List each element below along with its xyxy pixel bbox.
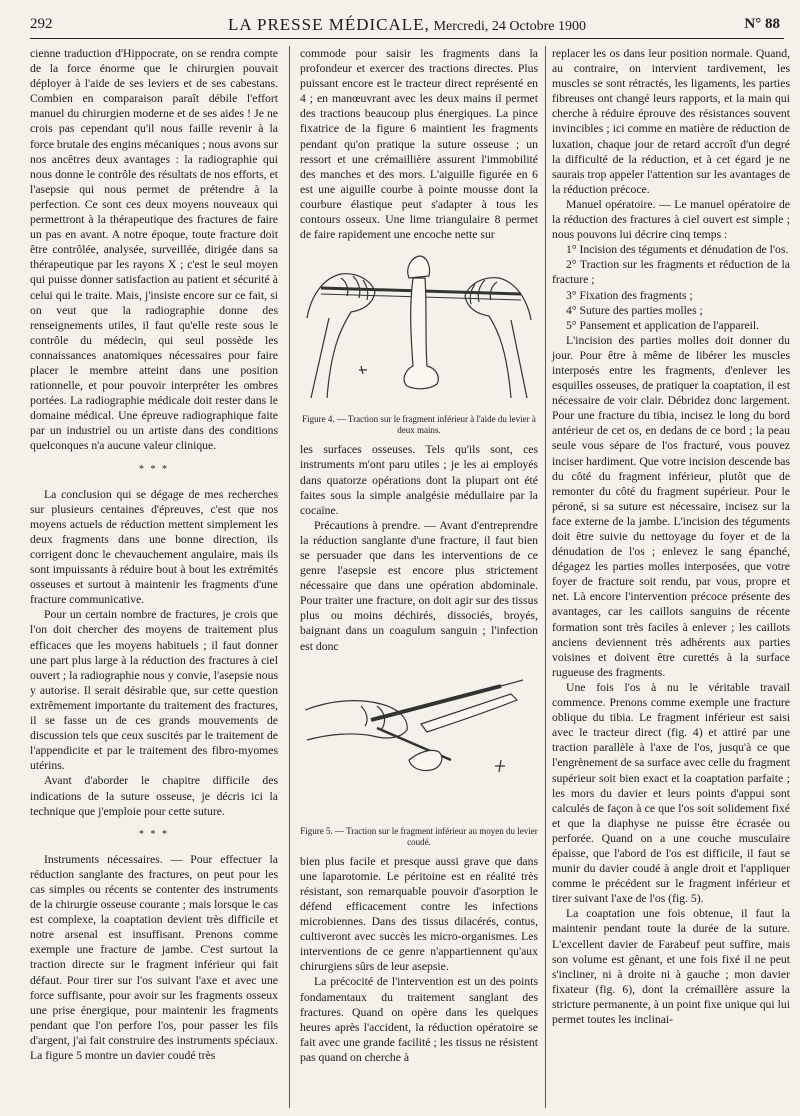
issue-date: Mercredi, 24 Octobre 1900 xyxy=(433,19,586,34)
page-number: 292 xyxy=(30,16,53,32)
list-item: 5° Pansement et application de l'appareil. xyxy=(566,318,760,332)
list-item: 2° Traction sur les fragments et réduction de la fracture ; xyxy=(552,258,790,287)
paragraph: La précocité de l'intervention est un des points fondamentaux du traitement sanglant des fractures. Quand on opère dans les quelques heures après l'accident, la réduction opératoire se fait avec une grande facilité ; les tissus ne résistent pas quand on cherche à xyxy=(300,975,538,1064)
list-item: 1° Incision des téguments et dénudation de l'os. xyxy=(566,243,789,257)
paragraph: les surfaces osseuses. Tels qu'ils sont, ces instruments m'ont paru utiles ; je les ai employés dans quatorze opérations dont la plupart ont été faites sous la simple analgésie médullaire par la cocaïne. xyxy=(300,443,538,517)
paragraph: Une fois l'os à nu le véritable travail commence. Prenons comme exemple une fracture oblique du tibia. Le fragment inférieur est saisi avec le tracteur direct (fig. 4) et attiré par une traction parallèle à l'axe de l'os, jusqu'à ce que l'engrènement de sa surface avec celle du fragment supérieur soit bien exact et la coaptation parfaite ; les mors du davier et leurs points d'appui sont calculés de façon à ce que l'os soit solidement fixé et que la diaphyse ne puisse être écrasée ou perforée. Quand on a une couche musculaire épaisse, que l'abord de l'os est difficile, il faut se munir du davier coudé à angle droit et l'appliquer comme le précédent sur le fragment inférieur et tirer suivant l'axe de l'os (fig. 5). xyxy=(552,680,791,906)
paragraph: Manuel opératoire. — Le manuel opératoire de la réduction des fractures à ciel ouvert est simple ; nous pouvons lui décrire cinq temps : xyxy=(552,197,790,242)
column-rule xyxy=(545,46,546,1108)
column-3 xyxy=(552,46,790,1027)
paragraph: Avant d'aborder le chapitre difficile des indications de la suture osseuse, je décris ici la technique que j'emploie pour cette suture. xyxy=(30,774,278,818)
paragraph: Pour un certain nombre de fractures, je crois que l'on doit chercher des moyens de traitement plus efficaces que les moyens habituels ; il faut donner une part plus large à la réduction des fractures à ciel ouvert ; la radiographie nous y convie, l'asepsie nous y autorise. Il serait désirable que, sur cette question extrêmement importante du traitement des fractures, il se fasse un de ces grands mouvements de discussion tels que ceux suscités par le traitement de l'appendicite et par le traitement des fibro-myomes utérins. xyxy=(30,608,278,773)
paragraph: L'incision des parties molles doit donner du jour. Pour être à même de libérer les muscles interposés entre les fragments, d'enlever les esquilles osseuses, de pratiquer la coaptation, il est nécessaire de voir clair. Débridez donc largement. Pour une fracture du tibia, incisez le long du bord antérieur de cet os, en dedans de ce bord ; la peau seule vous sépare de l'os fracturé, vous pouvez inciser hardiment. Que votre incision descende bas du côté du fragment inférieur, plutôt que de remonter du côté du fragment supérieur. Pour le péroné, si sa suture est nécessaire, incisez sur la face externe de la jambe. L'incision des téguments doit être suivie du nettoyage du foyer et de la dénudation de l'os ; enlevez le sang épanché, dégagez les parties molles interposées, que votre foyer de fracture soit rendu, par vous, propre et net. Là encore l'intervention précoce présente des avantages, car les caillots sanguins de récente formation sont très faciles à enlever ; les caillots anciens deviennent très adhérents aux parties voisines et doivent être curettés à la surface rugueuse des fragments. xyxy=(552,333,790,679)
list-item: 3° Fixation des fragments ; xyxy=(566,288,693,302)
paragraph: cienne traduction d'Hippocrate, on se rendra compte de la force énorme que le chirurgien pouvait déployer à l'aide de ses leviers et de ses cabestans. Combien en comparaison paraît débile l'effort manuel du chirurgien moderne et de ses aides ! Je ne crois pas cependant qu'il nous faille revenir à la force brutale des engins mécaniques ; nous avons sur nos ancêtres deux avantages : la radiographie qui nous donne le contrôle des résultats de nos efforts, et l'asepsie qui nous permet de prétendre à la perfection. Ce sont ces deux moyens nouveaux qui permettront à la thérapeutique des fractures de faire un pas en avant. A notre époque, toute fracture doit être contrôlée, analysée, surveillée, dirigée dans sa thérapeutique par les rayons X ; c'est le seul moyen qui puisse donner satisfaction au patient et sécurité à celui qui le traite. Mais, j'insiste encore sur ce fait, si on veut que la radiographie donne des renseignements utiles, il faut qu'elle reste sous le contrôle du médecin, qui seul possède les connaissances anatomiques nécessaires pour faire placer le membre atteint dans une position rationnelle, et pour pouvoir interpréter les ombres portées. La radiographie médicale doit rester dans le domaine médical. Une épreuve radiographique faite par un industriel ou un artiste dans des conditions quelconques n'a aucune valeur clinique. xyxy=(30,47,278,453)
paragraph: replacer les os dans leur position normale. Quand, au contraire, on intervient tardivement, les muscles se sont rétractés, les ligaments, les parties fibreuses ont changé leurs rapports, et la main qui cherche à réduire éprouve des résistances souvent invincibles ; ici comme en matière de réduction de luxation, chaque jour de retard accroît d'un degré la difficulté de la réduction, et à cet égard je ne saurais trop appeler l'attention sur les avantages de la réduction précoce. xyxy=(552,47,790,196)
section-separator: * * * xyxy=(139,463,169,475)
figure-4 xyxy=(300,248,538,436)
procedure-steps xyxy=(552,242,790,333)
paragraph: La coaptation une fois obtenue, il faut la maintenir pendant toute la durée de la suture. L'excellent davier de Farabeuf peut suffire, mais son volume est gênant, et une fois fixé il ne peut s'incliner, ni à droite ni à gauche ; mon davier fixateur (fig. 6), dont la crémaillère assure la stricture permanente, à un point fixe unique qui lui permet toutes les inclinai- xyxy=(552,907,790,1026)
section-separator: * * * xyxy=(139,828,169,840)
issue-number: N° 88 xyxy=(744,16,780,32)
journal-title: LA PRESSE MÉDICALE, xyxy=(228,15,430,34)
column-1 xyxy=(30,46,278,1063)
paragraph: La conclusion qui se dégage de mes recherches sur plusieurs centaines d'épreuves, c'est que nos moyens actuels de réduction mettent simplement les deux fragments dans une bonne direction, ils corrigent donc le chevauchement angulaire, mais ils sont impuissants à réduire bout à bout les extrémités osseuses et surtout à maintenir les fragments d'une fracture communicative. xyxy=(30,487,278,607)
list-item: 4° Suture des parties molles ; xyxy=(566,303,703,317)
column-2 xyxy=(300,46,538,1065)
figure-5-caption: Figure 5. — Traction sur le fragment inférieur au moyen du levier coudé. xyxy=(300,825,538,847)
figure-4-caption: Figure 4. — Traction sur le fragment inférieur à l'aide du levier à deux mains. xyxy=(302,414,536,436)
paragraph: Instruments nécessaires. — Pour effectuer la réduction sanglante des fractures, on peut pour les cas simples ou récents se contenter des instruments de la chirurgie osseuse courante ; mais lorsque le cas est complexe, la coaptation devient très difficile et notre arsenal est insuffisant. Prenons comme exemple une fracture de jambe. C'est surtout la traction directe sur le fragment inférieur qui fait défaut. Pour tirer sur l'os suivant l'axe et avec une force suffisante, pour avoir sur les fragments osseux une prise énergique, pour maintenir les fragments pendant que l'on perfore l'os, pour passer les fils d'argent, j'ai fait construire des instruments spéciaux. La figure 5 montre un davier coudé très xyxy=(30,852,278,1062)
paragraph: Précautions à prendre. — Avant d'entreprendre la réduction sanglante d'une fracture, il faut bien se persuader que dans les interventions de ce genre l'asepsie est encore plus strictement nécessaire que dans une opération abdominale. Pour traiter une fracture, on doit agir sur des tissus plus ou moins déchirés, dissociés, broyés, baignant dans un coagulum sanguin ; l'infection est donc xyxy=(300,518,538,653)
masthead xyxy=(30,15,784,35)
paragraph: commode pour saisir les fragments dans la profondeur et exercer des tractions directes. Plus puissant encore est le tracteur direct représenté en 4 ; en manœuvrant avec les deux mains il permet des tractions beaucoup plus énergiques. La pince fixatrice de la figure 6 maintient les fragments pendant qu'on pratique la suture osseuse ; un ressort et une crémaillière assurent l'immobilité des manches et des mors. L'aiguille figurée en 6 est une aiguille courbe à pointe mousse dont la courbure élastique peut s'adapter à tous les contours osseux. Une lime triangulaire 8 permet de faire rapidement une encoche nette sur xyxy=(300,47,538,242)
figure-4-illustration xyxy=(301,248,537,408)
column-rule xyxy=(289,46,290,1108)
figure-5 xyxy=(300,660,538,848)
paragraph: bien plus facile et presque aussi grave que dans une laparotomie. Le péritoine est en réalité très résistant, son remarquable pouvoir d'asorption le défend efficacement contre les infections microbiennes. Dans des tissus dilacérés, contus, cultiveront avec succès les micro-organismes. Les interventions de ce genre n'appartiennent qu'aux chirurgiens sûrs de leur asepsie. xyxy=(300,854,538,974)
page-header xyxy=(30,14,784,39)
figure-5-illustration xyxy=(301,660,537,820)
